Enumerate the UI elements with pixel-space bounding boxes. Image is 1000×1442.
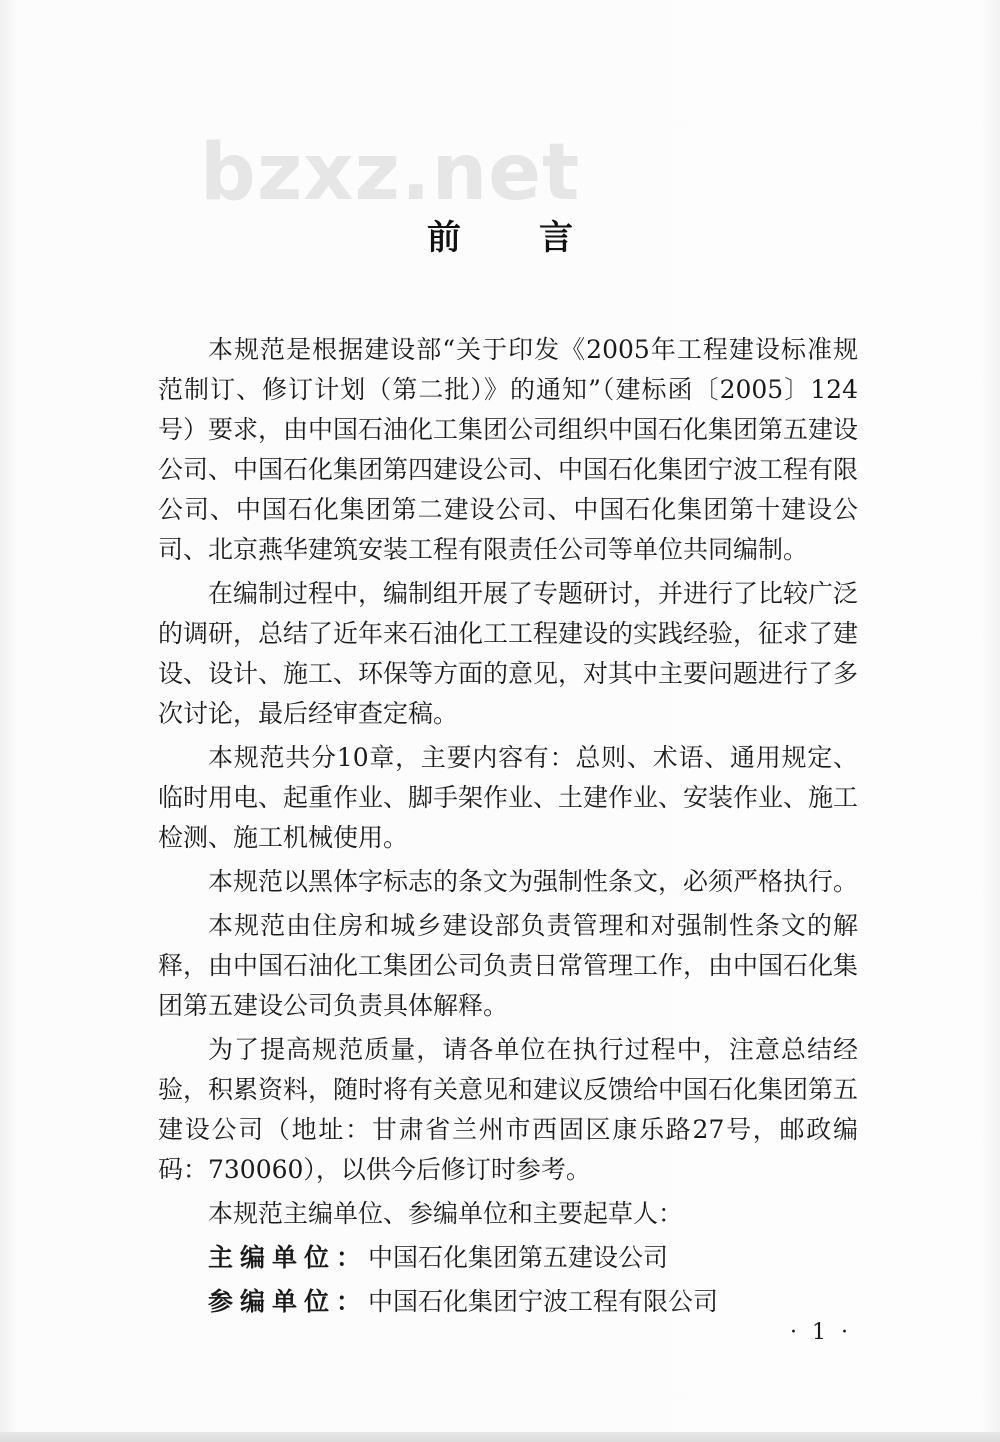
page-number: · 1 · xyxy=(790,1320,852,1345)
chief-unit-line xyxy=(158,1238,858,1278)
preface-body xyxy=(158,330,858,1322)
chief-unit-value: 中国石化集团第五建设公司 xyxy=(368,1243,669,1272)
title-char-left: 前 xyxy=(427,218,461,258)
paragraph-3: 本规范共分10章，主要内容有：总则、术语、通用规定、临时用电、起重作业、脚手架作业、土建作业、安装作业、施工检测、施工机械使用。 xyxy=(158,743,859,852)
paragraph-5: 本规范由住房和城乡建设部负责管理和对强制性条文的解释，由中国石油化工集团公司负责日常管理工作，由中国石化集团第五建设公司负责具体解释。 xyxy=(158,911,859,1020)
title-char-right: 言 xyxy=(539,218,573,258)
participant-unit-label: 参编单位： xyxy=(208,1287,369,1316)
chief-unit-label: 主编单位： xyxy=(208,1243,369,1272)
participant-unit-value: 中国石化集团宁波工程有限公司 xyxy=(368,1287,719,1316)
paragraph-6: 为了提高规范质量，请各单位在执行过程中，注意总结经验，积累资料，随时将有关意见和建议反馈给中国石化集团第五建设公司（地址：甘肃省兰州市西固区康乐路27号，邮政编码：730060），以供今后修订时参考。 xyxy=(158,1035,859,1184)
watermark-text: bzxz.net xyxy=(200,128,581,218)
participant-unit-line xyxy=(158,1282,858,1322)
page-title xyxy=(0,210,1000,259)
paragraph-7: 本规范主编单位、参编单位和主要起草人： xyxy=(208,1199,684,1228)
paragraph-2: 在编制过程中，编制组开展了专题研讨，并进行了比较广泛的调研，总结了近年来石油化工工程建设的实践经验，征求了建设、设计、施工、环保等方面的意见，对其中主要问题进行了多次讨论，最后经审查定稿。 xyxy=(158,579,859,728)
paragraph-4: 本规范以黑体字标志的条文为强制性条文，必须严格执行。 xyxy=(208,867,859,896)
page-bottom-edge xyxy=(0,1432,1000,1442)
paragraph-1: 本规范是根据建设部“关于印发《2005年工程建设标准规范制订、修订计划（第二批）》的通知”（建标函〔2005〕124号）要求，由中国石油化工集团公司组织中国石化集团第五建设公司、中国石化集团第四建设公司、中国石化集团宁波工程有限公司、中国石化集团第二建设公司、中国石化集团第十建设公司、北京燕华建筑安装工程有限责任公司等单位共同编制。 xyxy=(158,335,859,564)
